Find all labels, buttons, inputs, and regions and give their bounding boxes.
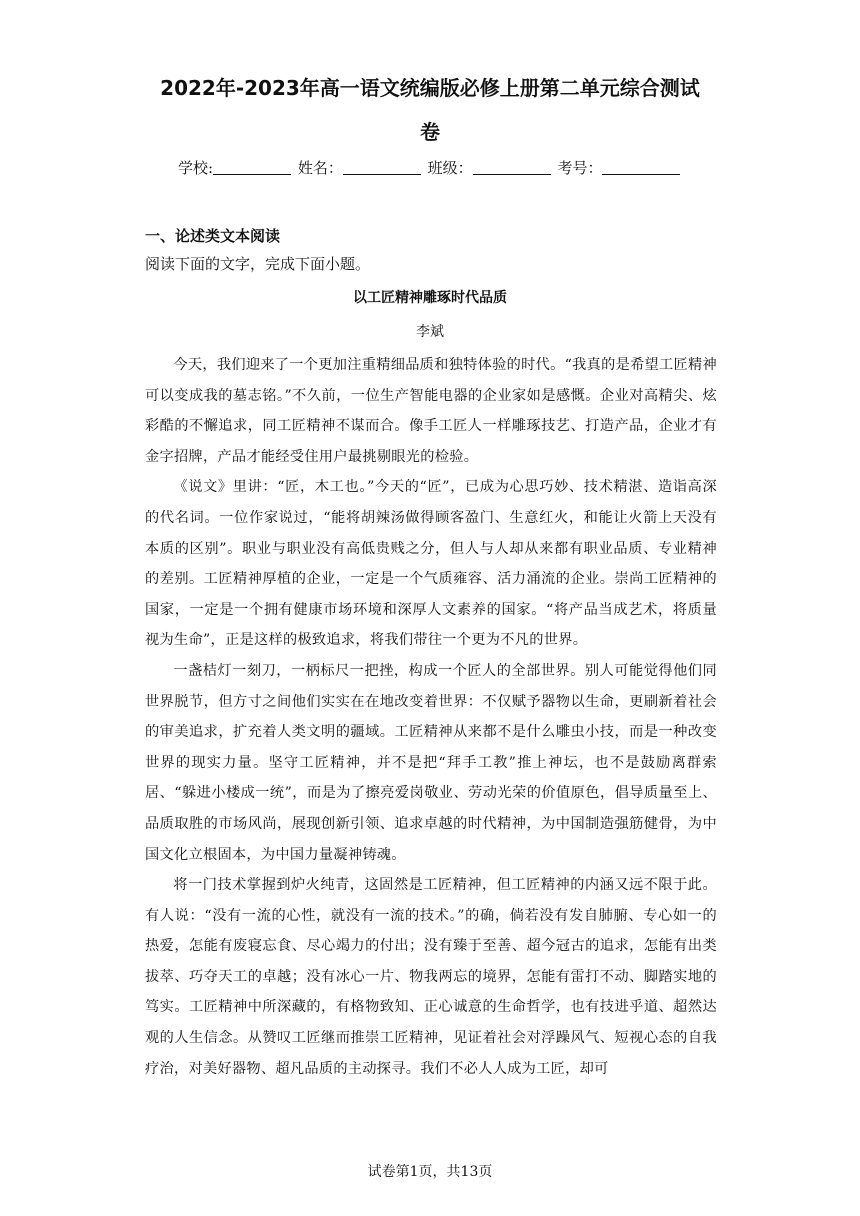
class-blank bbox=[473, 158, 551, 175]
article-paragraph: 将一门技术掌握到炉火纯青，这固然是工匠精神，但工匠精神的内涵又远不限于此。有人说：“没有一流的心性，就没有一流的技术。”的确，倘若没有发自肺腑、专心如一的热爱，怎能有废寝忘食、尽心竭力的付出；没有臻于至善、超今冠古的追求，怎能有出类拔萃、巧夺天工的卓越；没有冰心一片、物我两忘的境界，怎能有雷打不动、脚踏实地的笃实。工匠精神中所深藏的，有格物致知、正心诚意的生命哲学，也有技进乎道、超然达观的人生信念。从赞叹工匠继而推崇工匠精神，见证着社会对浮躁风气、短视心态的自我疗治，对美好器物、超凡品质的主动探寻。我们不必人人成为工匠，却可 bbox=[145, 877, 717, 1077]
section-heading: 一、论述类文本阅读 bbox=[145, 227, 281, 245]
exam-no-blank bbox=[602, 158, 680, 175]
article-paragraph: 一盏桔灯一刻刀，一柄标尺一把挫，构成一个匠人的全部世界。别人可能觉得他们同世界脱节，但方寸之间他们实实在在地改变着世界：不仅赋予器物以生命，更刷新着社会的审美追求，扩充着人类文明的疆域。工匠精神从来都不是什么雕虫小技，而是一种改变世界的现实力量。坚守工匠精神，并不是把“拜手工教”推上神坛，也不是鼓励离群索居、“躲进小楼成一统”，而是为了擦亮爱岗敬业、劳动光荣的价值原色，倡导质量至上、品质取胜的市场风尚，展现创新引领、追求卓越的时代精神，为中国制造强筋健骨，为中国文化立根固本，为中国力量凝神铸魂。 bbox=[145, 662, 717, 863]
class-label: 班级： bbox=[427, 159, 473, 177]
exam-title-line1: 2022年-2023年高一语文统编版必修上册第二单元综合测试 bbox=[160, 76, 700, 100]
article-title: 以工匠精神雕琢时代品质 bbox=[353, 290, 507, 306]
article-paragraph: 今天，我们迎来了一个更加注重精细品质和独特体验的时代。“我真的是希望工匠精神可以变成我的墓志铭。”不久前，一位生产智能电器的企业家如是感慨。企业对高精尖、炫彩酷的不懈追求，同工匠精神不谋而合。像手工匠人一样雕琢技艺、打造产品，企业才有金字招牌，产品才能经受住用户最挑剔眼光的检验。 bbox=[145, 357, 717, 465]
page-number: 试卷第1页，共13页 bbox=[367, 1164, 493, 1180]
section-instruction: 阅读下面的文字，完成下面小题。 bbox=[145, 255, 371, 273]
school-label: 学校: bbox=[178, 159, 214, 177]
exam-no-label: 考号： bbox=[557, 159, 603, 177]
exam-title-line2: 卷 bbox=[420, 120, 440, 144]
name-blank bbox=[343, 158, 421, 175]
article-paragraph: 《说文》里讲：“匠，木工也。”今天的“匠”，已成为心思巧妙、技术精湛、造诣高深的代名词。一位作家说过，“能将胡辣汤做得顾客盈门、生意红火，和能让火箭上天没有本质的区别”。职业与职业没有高低贵贱之分，但人与人却从来都有职业品质、专业精神的差别。工匠精神厚植的企业，一定是一个气质雍容、活力涌流的企业。崇尚工匠精神的国家，一定是一个拥有健康市场环境和深厚人文素养的国家。“将产品当成艺术，将质量视为生命”，正是这样的极致追求，将我们带往一个更为不凡的世界。 bbox=[145, 479, 717, 649]
school-blank bbox=[213, 158, 291, 175]
name-label: 姓名： bbox=[297, 159, 343, 177]
article-body bbox=[145, 350, 717, 1084]
article-author: 李斌 bbox=[416, 324, 444, 340]
student-info-row bbox=[178, 156, 698, 180]
